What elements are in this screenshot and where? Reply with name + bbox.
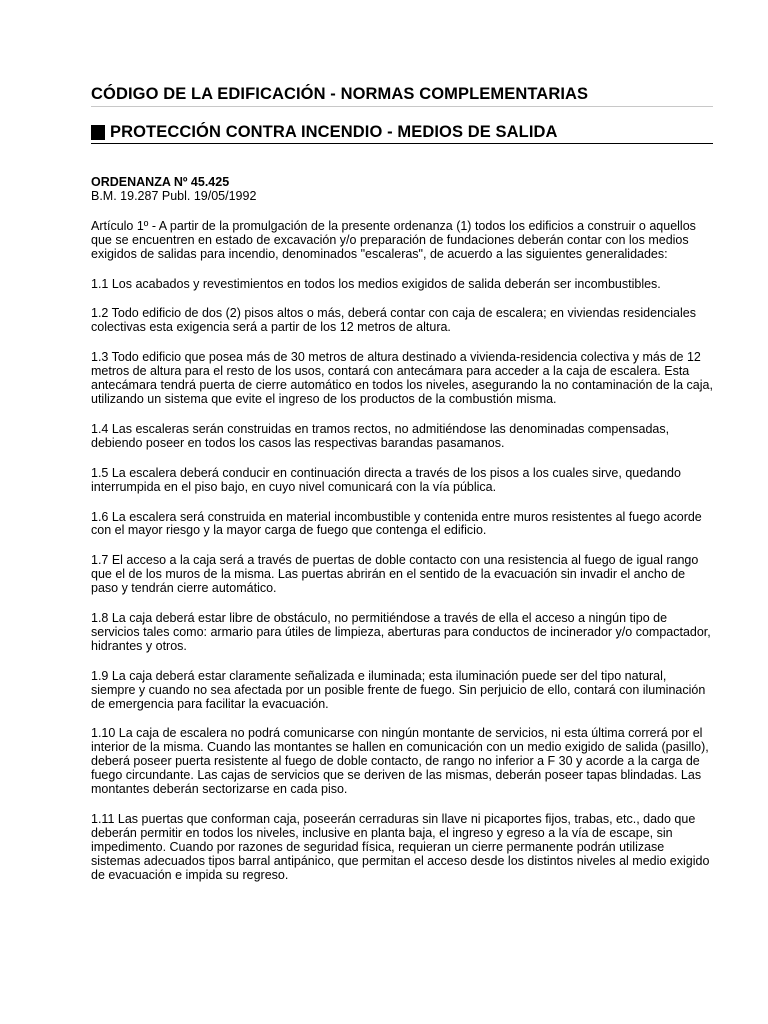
document-page xyxy=(91,84,713,883)
clause-1-8: 1.8 La caja deberá estar libre de obstáculo, no permitiéndose a través de ella el acceso a ningún tipo de servicios tales como: armario para útiles de limpieza, aberturas para conductos de incinerador y/o compactador, hidrantes y otros. xyxy=(91,611,711,653)
clause-1-3: 1.3 Todo edificio que posea más de 30 metros de altura destinado a vivienda-residencia colectiva y más de 12 metros de altura para el resto de los usos, contará con antecámara para acceder a la caja de escalera. Esta antecámara tendrá puerta de cierre automático en todos los niveles, asegurando la no contaminación de la caja, utilizando un sistema que evite el ingreso de los productos de la combustión misma. xyxy=(91,350,713,406)
ordinance-title: ORDENANZA Nº 45.425 xyxy=(91,175,230,189)
ordinance-publication: B.M. 19.287 Publ. 19/05/1992 xyxy=(91,188,257,203)
document-body xyxy=(91,220,713,883)
section-title xyxy=(91,122,713,144)
clause-1-2: 1.2 Todo edificio de dos (2) pisos altos o más, deberá contar con caja de escalera; en viviendas residenciales colectivas esta exigencia será a partir de los 12 metros de altura. xyxy=(91,306,696,335)
clause-1-10: 1.10 La caja de escalera no podrá comunicarse con ningún montante de servicios, ni esta última correrá por el interior de la misma. Cuando las montantes se hallen en comunicación con un medio exigido de salida (pasillo), deberá poseer puerta resistente al fuego de doble contacto, de rango no inferior a F 30 y acorde a la carga de fuego circundante. Las cajas de servicios que se deriven de las mismas, deberán poseer tapas blindadas. Las montantes deberán sectorizarse en cada piso. xyxy=(91,726,709,797)
black-square-icon xyxy=(91,125,105,140)
clause-1-4: 1.4 Las escaleras serán construidas en tramos rectos, no admitiéndose las denominadas compensadas, debiendo poseer en todos los casos las respectivas barandas pasamanos. xyxy=(91,421,670,450)
section-title-text: PROTECCIÓN CONTRA INCENDIO - MEDIOS DE SALIDA xyxy=(110,123,558,141)
article-1-paragraph: Artículo 1º - A partir de la promulgación de la presente ordenanza (1) todos los edificios a construir o aquellos que se encuentren en estado de excavación y/o preparación de fundaciones deberán contar con los medios exigidos de salidas para incendio, denominados "escaleras", de acuerdo a las siguientes generalidades: xyxy=(91,218,696,261)
clause-1-11: 1.11 Las puertas que conforman caja, poseerán cerraduras sin llave ni picaportes fijos, trabas, etc., dado que deberán permitir en todos los niveles, inclusive en planta baja, el ingreso y egreso a la vía de escape, sin impedimento. Cuando por razones de seguridad física, requieran un cierre permanente podrán utilizase sistemas adecuados tipos barral antipánico, que permitan el acceso desde los distintos niveles al medio exigido de evacuación e impida su regreso. xyxy=(91,812,710,882)
document-title: CÓDIGO DE LA EDIFICACIÓN - NORMAS COMPLEMENTARIAS xyxy=(91,84,713,107)
clause-1-5: 1.5 La escalera deberá conducir en continuación directa a través de los pisos a los cuales sirve, quedando interrumpida en el piso bajo, en cuyo nivel comunicará con la vía pública. xyxy=(91,465,681,494)
ordinance-header xyxy=(91,176,713,204)
clause-1-1: 1.1 Los acabados y revestimientos en todos los medios exigidos de salida deberán ser incombustibles. xyxy=(91,276,661,291)
clause-1-9: 1.9 La caja deberá estar claramente señalizada e iluminada; esta iluminación puede ser del tipo natural, siempre y cuando no sea afectada por un posible frente de fuego. Sin perjuicio de ello, contará con iluminación de emergencia para facilitar la evacuación. xyxy=(91,668,706,711)
clause-1-6: 1.6 La escalera será construida en material incombustible y contenida entre muros resistentes al fuego acorde con el mayor riesgo y la mayor carga de fuego que contenga el edificio. xyxy=(91,509,702,538)
clause-1-7: 1.7 El acceso a la caja será a través de puertas de doble contacto con una resistencia al fuego de igual rango que el de los muros de la misma. Las puertas abrirán en el sentido de la evacuación sin invadir el ancho de paso y tendrán cierre automático. xyxy=(91,553,699,596)
